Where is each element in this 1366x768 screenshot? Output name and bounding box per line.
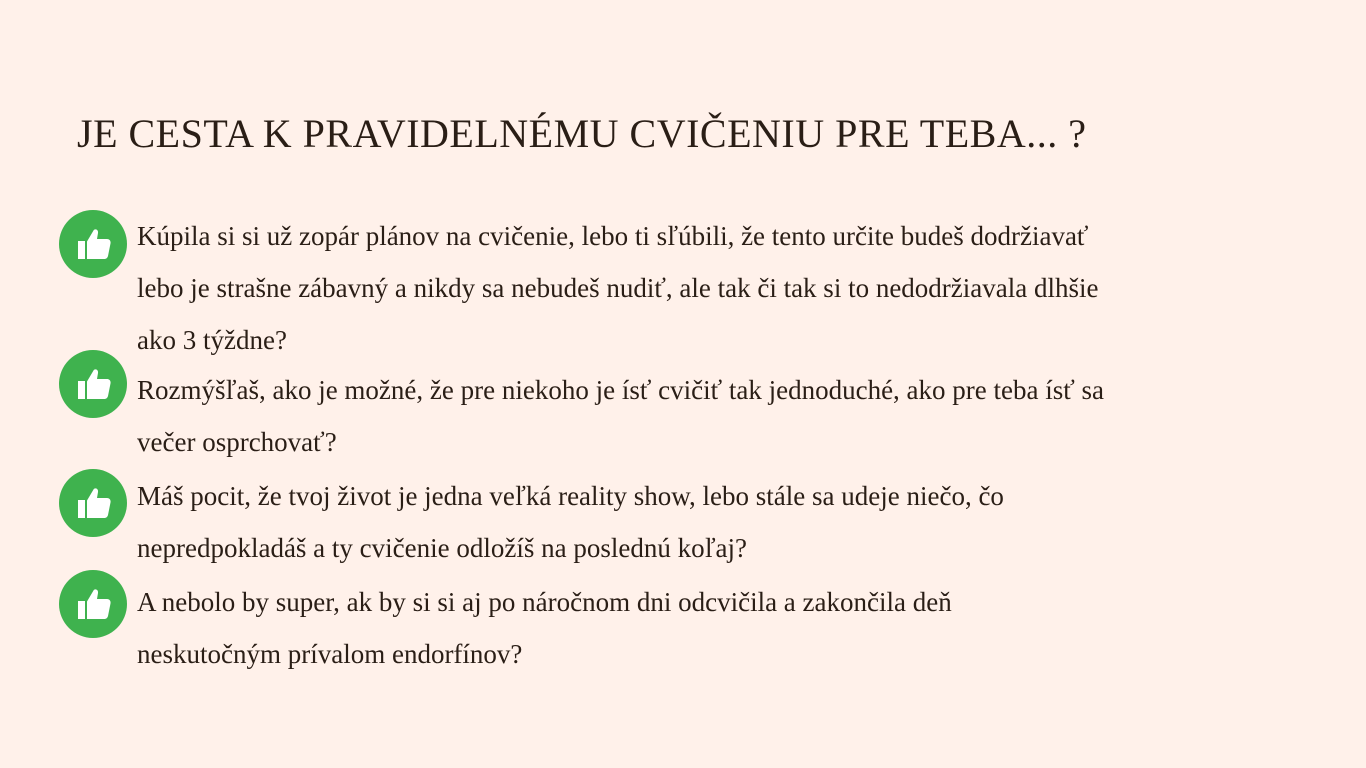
list-item-text xyxy=(137,210,1317,366)
list-item-line: Kúpila si si už zopár plánov na cvičenie, lebo ti sľúbili, že tento určite budeš dodržiavať xyxy=(137,221,1089,251)
thumbs-up-icon xyxy=(59,350,127,418)
list-item-text xyxy=(137,364,1317,468)
page-title: JE CESTA K PRAVIDELNÉMU CVIČENIU PRE TEBA... ? xyxy=(77,111,1087,156)
list-item-line: ako 3 týždne? xyxy=(137,325,287,355)
thumbs-up-icon xyxy=(59,469,127,537)
list-item-line: lebo je strašne zábavný a nikdy sa nebudeš nudiť, ale tak či tak si to nedodržiavala dlhšie xyxy=(137,273,1099,303)
list-item-line: Máš pocit, že tvoj život je jedna veľká reality show, lebo stále sa udeje niečo, čo xyxy=(137,481,1004,511)
thumbs-up-icon xyxy=(59,210,127,278)
thumbs-up-icon xyxy=(59,570,127,638)
list-item-text xyxy=(137,576,1317,680)
list-item-text xyxy=(137,470,1317,574)
list-item-line: neskutočným prívalom endorfínov? xyxy=(137,639,523,669)
list-item-line: A nebolo by super, ak by si si aj po náročnom dni odcvičila a zakončila deň xyxy=(137,587,952,617)
list-item-line: nepredpokladáš a ty cvičenie odložíš na poslednú koľaj? xyxy=(137,533,748,563)
list-item-line: Rozmýšľaš, ako je možné, že pre niekoho je ísť cvičiť tak jednoduché, ako pre teba ísť sa xyxy=(137,375,1105,405)
list-item-line: večer osprchovať? xyxy=(137,427,337,457)
